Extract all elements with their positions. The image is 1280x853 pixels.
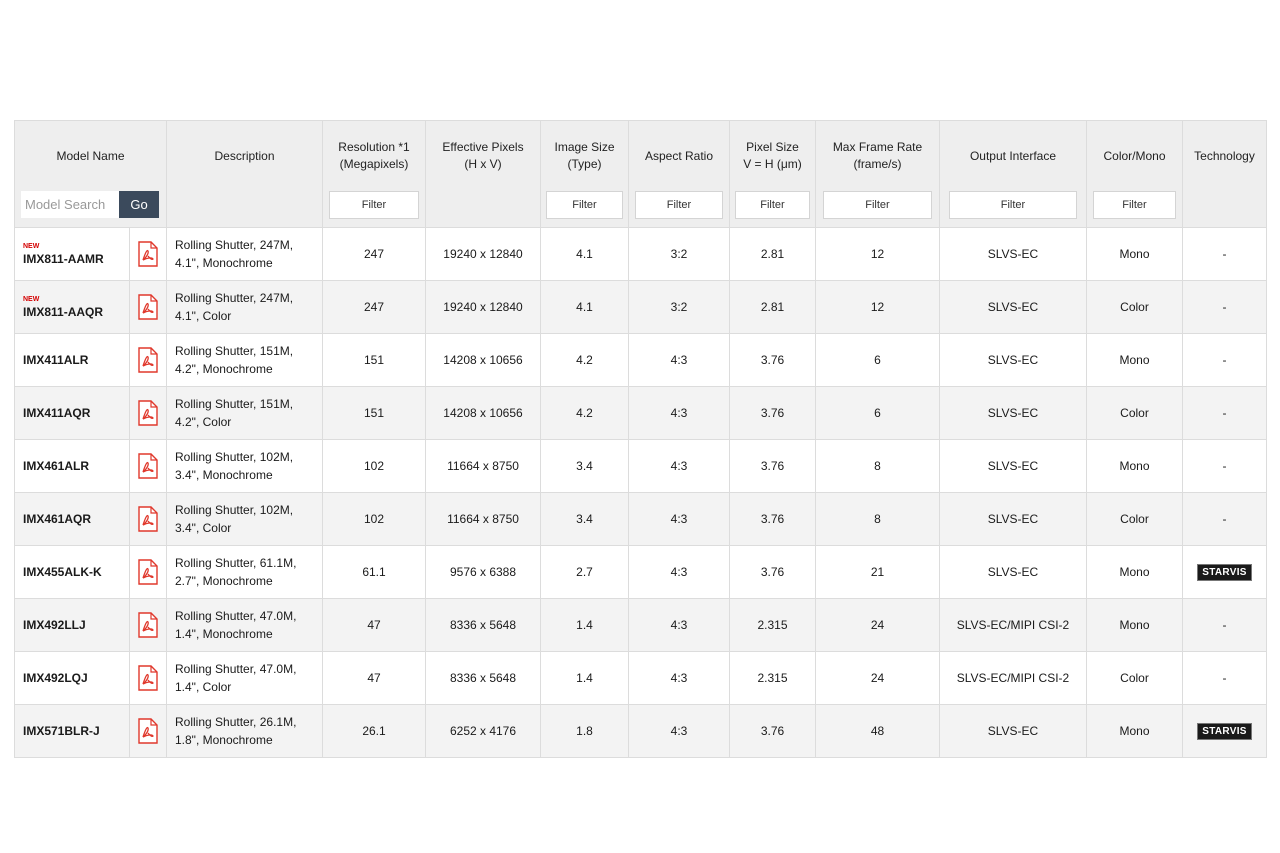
- filter-pixel-size-button[interactable]: Filter: [735, 191, 810, 219]
- description-line: 4.2", Color: [175, 415, 232, 429]
- description-line: Rolling Shutter, 102M,: [175, 503, 294, 517]
- description-cell: [167, 387, 323, 440]
- table-row: [15, 440, 1267, 493]
- image-size-cell: 1.4: [541, 599, 629, 652]
- model-cell: [15, 228, 130, 281]
- model-link[interactable]: IMX461AQR: [23, 512, 92, 526]
- pixel-size-cell: 3.76: [730, 334, 816, 387]
- go-button[interactable]: Go: [119, 191, 159, 218]
- output-interface-cell: SLVS-EC: [940, 493, 1087, 546]
- filter-max-frame-rate-button[interactable]: Filter: [823, 191, 931, 219]
- description-cell: [167, 440, 323, 493]
- pdf-cell: [130, 387, 167, 440]
- aspect-ratio-cell: 4:3: [629, 493, 730, 546]
- technology-cell: [1183, 599, 1267, 652]
- model-search-input[interactable]: [21, 191, 119, 218]
- header-label: Description: [214, 148, 275, 163]
- max-frame-rate-cell: 24: [816, 652, 940, 705]
- aspect-ratio-cell: 4:3: [629, 652, 730, 705]
- max-frame-rate-cell: 8: [816, 493, 940, 546]
- sensor-table: [14, 120, 1267, 758]
- resolution-cell: 102: [323, 440, 426, 493]
- max-frame-rate-cell: 21: [816, 546, 940, 599]
- header-label: Model Name: [56, 148, 125, 163]
- model-link[interactable]: IMX492LQJ: [23, 671, 88, 685]
- pixel-size-cell: 3.76: [730, 493, 816, 546]
- output-interface-cell: SLVS-EC: [940, 546, 1087, 599]
- pdf-file-icon[interactable]: [137, 347, 159, 373]
- header-color-mono: [1087, 121, 1183, 228]
- aspect-ratio-cell: 4:3: [629, 599, 730, 652]
- pixel-size-cell: 3.76: [730, 387, 816, 440]
- resolution-cell: 102: [323, 493, 426, 546]
- model-link[interactable]: IMX455ALK-K: [23, 565, 102, 579]
- aspect-ratio-cell: 4:3: [629, 387, 730, 440]
- pdf-cell: [130, 705, 167, 758]
- image-size-cell: 3.4: [541, 440, 629, 493]
- header-label: Output Interface: [969, 148, 1057, 163]
- max-frame-rate-cell: 6: [816, 387, 940, 440]
- aspect-ratio-cell: 4:3: [629, 705, 730, 758]
- resolution-cell: 151: [323, 334, 426, 387]
- pdf-cell: [130, 652, 167, 705]
- pdf-file-icon[interactable]: [137, 241, 159, 267]
- resolution-cell: 26.1: [323, 705, 426, 758]
- description-line: 1.4", Color: [175, 680, 232, 694]
- pixel-size-cell: 3.76: [730, 546, 816, 599]
- description-line: Rolling Shutter, 151M,: [175, 397, 294, 411]
- pdf-file-icon[interactable]: [137, 718, 159, 744]
- pixel-size-cell: 3.76: [730, 705, 816, 758]
- color-mono-cell: Mono: [1087, 440, 1183, 493]
- model-link[interactable]: IMX811-AAMR: [23, 251, 104, 266]
- description-cell: [167, 228, 323, 281]
- table-row: [15, 599, 1267, 652]
- description-cell: [167, 281, 323, 334]
- table-row: [15, 281, 1267, 334]
- pixel-size-cell: 2.315: [730, 599, 816, 652]
- description-line: Rolling Shutter, 47.0M,: [175, 662, 297, 676]
- pdf-cell: [130, 281, 167, 334]
- model-cell: [15, 334, 130, 387]
- output-interface-cell: SLVS-EC: [940, 334, 1087, 387]
- aspect-ratio-cell: 4:3: [629, 334, 730, 387]
- effective-pixels-cell: 6252 x 4176: [426, 705, 541, 758]
- pdf-file-icon[interactable]: [137, 453, 159, 479]
- pdf-cell: [130, 599, 167, 652]
- model-link[interactable]: IMX492LLJ: [23, 618, 86, 632]
- header-label: Pixel Size V = H (μm): [743, 140, 802, 171]
- technology-value: -: [1222, 247, 1227, 261]
- pdf-file-icon[interactable]: [137, 506, 159, 532]
- header-output-interface: [940, 121, 1087, 228]
- max-frame-rate-cell: 48: [816, 705, 940, 758]
- technology-cell: [1183, 546, 1267, 599]
- filter-image-size-button[interactable]: Filter: [546, 191, 623, 219]
- pixel-size-cell: 2.81: [730, 281, 816, 334]
- resolution-cell: 47: [323, 652, 426, 705]
- header-image-size: [541, 121, 629, 228]
- description-cell: [167, 334, 323, 387]
- output-interface-cell: SLVS-EC: [940, 387, 1087, 440]
- technology-value: -: [1222, 671, 1227, 685]
- aspect-ratio-cell: 3:2: [629, 228, 730, 281]
- description-line: 4.2", Monochrome: [175, 362, 273, 376]
- table-row: [15, 652, 1267, 705]
- model-cell: [15, 546, 130, 599]
- effective-pixels-cell: 11664 x 8750: [426, 440, 541, 493]
- effective-pixels-cell: 9576 x 6388: [426, 546, 541, 599]
- effective-pixels-cell: 19240 x 12840: [426, 281, 541, 334]
- pdf-cell: [130, 228, 167, 281]
- image-size-cell: 2.7: [541, 546, 629, 599]
- table-body: [15, 228, 1267, 758]
- new-badge: NEW: [23, 242, 40, 250]
- resolution-cell: 247: [323, 281, 426, 334]
- pdf-file-icon[interactable]: [137, 665, 159, 691]
- description-line: Rolling Shutter, 247M,: [175, 291, 294, 305]
- technology-value: -: [1222, 459, 1227, 473]
- description-line: 4.1", Monochrome: [175, 256, 273, 270]
- resolution-cell: 61.1: [323, 546, 426, 599]
- description-cell: [167, 493, 323, 546]
- pdf-cell: [130, 440, 167, 493]
- table-row: [15, 705, 1267, 758]
- aspect-ratio-cell: 3:2: [629, 281, 730, 334]
- technology-value: -: [1222, 618, 1227, 632]
- technology-cell: [1183, 440, 1267, 493]
- description-cell: [167, 705, 323, 758]
- output-interface-cell: SLVS-EC/MIPI CSI-2: [940, 652, 1087, 705]
- table-row: [15, 334, 1267, 387]
- color-mono-cell: Color: [1087, 652, 1183, 705]
- header-aspect-ratio: [629, 121, 730, 228]
- starvis-logo: STARVIS: [1197, 723, 1252, 740]
- header-row: [15, 121, 1267, 228]
- model-cell: [15, 599, 130, 652]
- effective-pixels-cell: 19240 x 12840: [426, 228, 541, 281]
- new-badge: NEW: [23, 295, 40, 303]
- technology-cell: [1183, 493, 1267, 546]
- model-cell: [15, 387, 130, 440]
- effective-pixels-cell: 14208 x 10656: [426, 387, 541, 440]
- pdf-file-icon[interactable]: [137, 612, 159, 638]
- resolution-cell: 151: [323, 387, 426, 440]
- description-line: Rolling Shutter, 47.0M,: [175, 609, 297, 623]
- technology-cell: [1183, 281, 1267, 334]
- output-interface-cell: SLVS-EC: [940, 228, 1087, 281]
- filter-aspect-ratio-button[interactable]: Filter: [635, 191, 723, 219]
- header-model-name: [15, 121, 167, 228]
- header-pixel-size: [730, 121, 816, 228]
- description-line: Rolling Shutter, 247M,: [175, 238, 294, 252]
- resolution-cell: 247: [323, 228, 426, 281]
- model-cell: [15, 493, 130, 546]
- effective-pixels-cell: 8336 x 5648: [426, 599, 541, 652]
- header-resolution: [323, 121, 426, 228]
- max-frame-rate-cell: 24: [816, 599, 940, 652]
- effective-pixels-cell: 11664 x 8750: [426, 493, 541, 546]
- pdf-file-icon[interactable]: [137, 400, 159, 426]
- model-link[interactable]: IMX571BLR-J: [23, 724, 100, 738]
- technology-value: -: [1222, 300, 1227, 314]
- technology-value: -: [1222, 406, 1227, 420]
- aspect-ratio-cell: 4:3: [629, 546, 730, 599]
- description-cell: [167, 652, 323, 705]
- description-line: 3.4", Monochrome: [175, 468, 273, 482]
- aspect-ratio-cell: 4:3: [629, 440, 730, 493]
- model-cell: [15, 652, 130, 705]
- header-label: Image Size (Type): [554, 140, 615, 171]
- model-cell: [15, 440, 130, 493]
- header-label: Aspect Ratio: [644, 148, 714, 163]
- filter-output-interface-button[interactable]: Filter: [949, 191, 1077, 219]
- color-mono-cell: Mono: [1087, 228, 1183, 281]
- description-line: 3.4", Color: [175, 521, 232, 535]
- description-cell: [167, 599, 323, 652]
- table-row: [15, 387, 1267, 440]
- model-link[interactable]: IMX461ALR: [23, 459, 90, 473]
- max-frame-rate-cell: 12: [816, 281, 940, 334]
- color-mono-cell: Mono: [1087, 705, 1183, 758]
- technology-value: -: [1222, 353, 1227, 367]
- header-effective-pixels: [426, 121, 541, 228]
- table-row: [15, 546, 1267, 599]
- effective-pixels-cell: 14208 x 10656: [426, 334, 541, 387]
- header-label: Color/Mono: [1103, 148, 1166, 163]
- starvis-logo: STARVIS: [1197, 564, 1252, 581]
- image-size-cell: 4.2: [541, 387, 629, 440]
- pixel-size-cell: 2.81: [730, 228, 816, 281]
- color-mono-cell: Mono: [1087, 334, 1183, 387]
- technology-value: -: [1222, 512, 1227, 526]
- pdf-cell: [130, 334, 167, 387]
- header-max-frame-rate: [816, 121, 940, 228]
- pixel-size-cell: 2.315: [730, 652, 816, 705]
- filter-resolution-button[interactable]: Filter: [329, 191, 419, 219]
- image-size-cell: 1.4: [541, 652, 629, 705]
- sensor-table-container: [14, 120, 1266, 758]
- header-description: [167, 121, 323, 228]
- image-size-cell: 3.4: [541, 493, 629, 546]
- model-cell: [15, 281, 130, 334]
- image-size-cell: 4.1: [541, 281, 629, 334]
- pixel-size-cell: 3.76: [730, 440, 816, 493]
- technology-cell: [1183, 334, 1267, 387]
- effective-pixels-cell: 8336 x 5648: [426, 652, 541, 705]
- max-frame-rate-cell: 8: [816, 440, 940, 493]
- image-size-cell: 4.2: [541, 334, 629, 387]
- description-cell: [167, 546, 323, 599]
- model-cell: [15, 705, 130, 758]
- technology-cell: [1183, 652, 1267, 705]
- output-interface-cell: SLVS-EC: [940, 440, 1087, 493]
- pdf-cell: [130, 546, 167, 599]
- description-line: 1.8", Monochrome: [175, 733, 273, 747]
- header-technology: [1183, 121, 1267, 228]
- output-interface-cell: SLVS-EC/MIPI CSI-2: [940, 599, 1087, 652]
- technology-cell: [1183, 387, 1267, 440]
- color-mono-cell: Mono: [1087, 546, 1183, 599]
- pdf-file-icon[interactable]: [137, 559, 159, 585]
- model-search: [21, 191, 159, 218]
- color-mono-cell: Color: [1087, 281, 1183, 334]
- technology-cell: [1183, 228, 1267, 281]
- description-line: Rolling Shutter, 151M,: [175, 344, 294, 358]
- pdf-file-icon[interactable]: [137, 294, 159, 320]
- header-label: Resolution *1 (Megapixels): [338, 140, 410, 171]
- description-line: 1.4", Monochrome: [175, 627, 273, 641]
- filter-color-mono-button[interactable]: Filter: [1093, 191, 1177, 219]
- header-label: Effective Pixels (H x V): [442, 140, 524, 171]
- description-line: Rolling Shutter, 61.1M,: [175, 556, 297, 570]
- table-row: [15, 228, 1267, 281]
- description-line: Rolling Shutter, 26.1M,: [175, 715, 297, 729]
- description-line: Rolling Shutter, 102M,: [175, 450, 294, 464]
- model-link[interactable]: IMX411ALR: [23, 353, 89, 367]
- image-size-cell: 1.8: [541, 705, 629, 758]
- output-interface-cell: SLVS-EC: [940, 281, 1087, 334]
- description-line: 2.7", Monochrome: [175, 574, 273, 588]
- resolution-cell: 47: [323, 599, 426, 652]
- color-mono-cell: Mono: [1087, 599, 1183, 652]
- model-link[interactable]: IMX411AQR: [23, 406, 91, 420]
- header-label: Technology: [1194, 148, 1255, 163]
- description-line: 4.1", Color: [175, 309, 232, 323]
- image-size-cell: 4.1: [541, 228, 629, 281]
- color-mono-cell: Color: [1087, 493, 1183, 546]
- output-interface-cell: SLVS-EC: [940, 705, 1087, 758]
- technology-cell: [1183, 705, 1267, 758]
- pdf-cell: [130, 493, 167, 546]
- color-mono-cell: Color: [1087, 387, 1183, 440]
- max-frame-rate-cell: 12: [816, 228, 940, 281]
- table-row: [15, 493, 1267, 546]
- max-frame-rate-cell: 6: [816, 334, 940, 387]
- model-link[interactable]: IMX811-AAQR: [23, 304, 104, 319]
- header-label: Max Frame Rate (frame/s): [832, 140, 923, 171]
